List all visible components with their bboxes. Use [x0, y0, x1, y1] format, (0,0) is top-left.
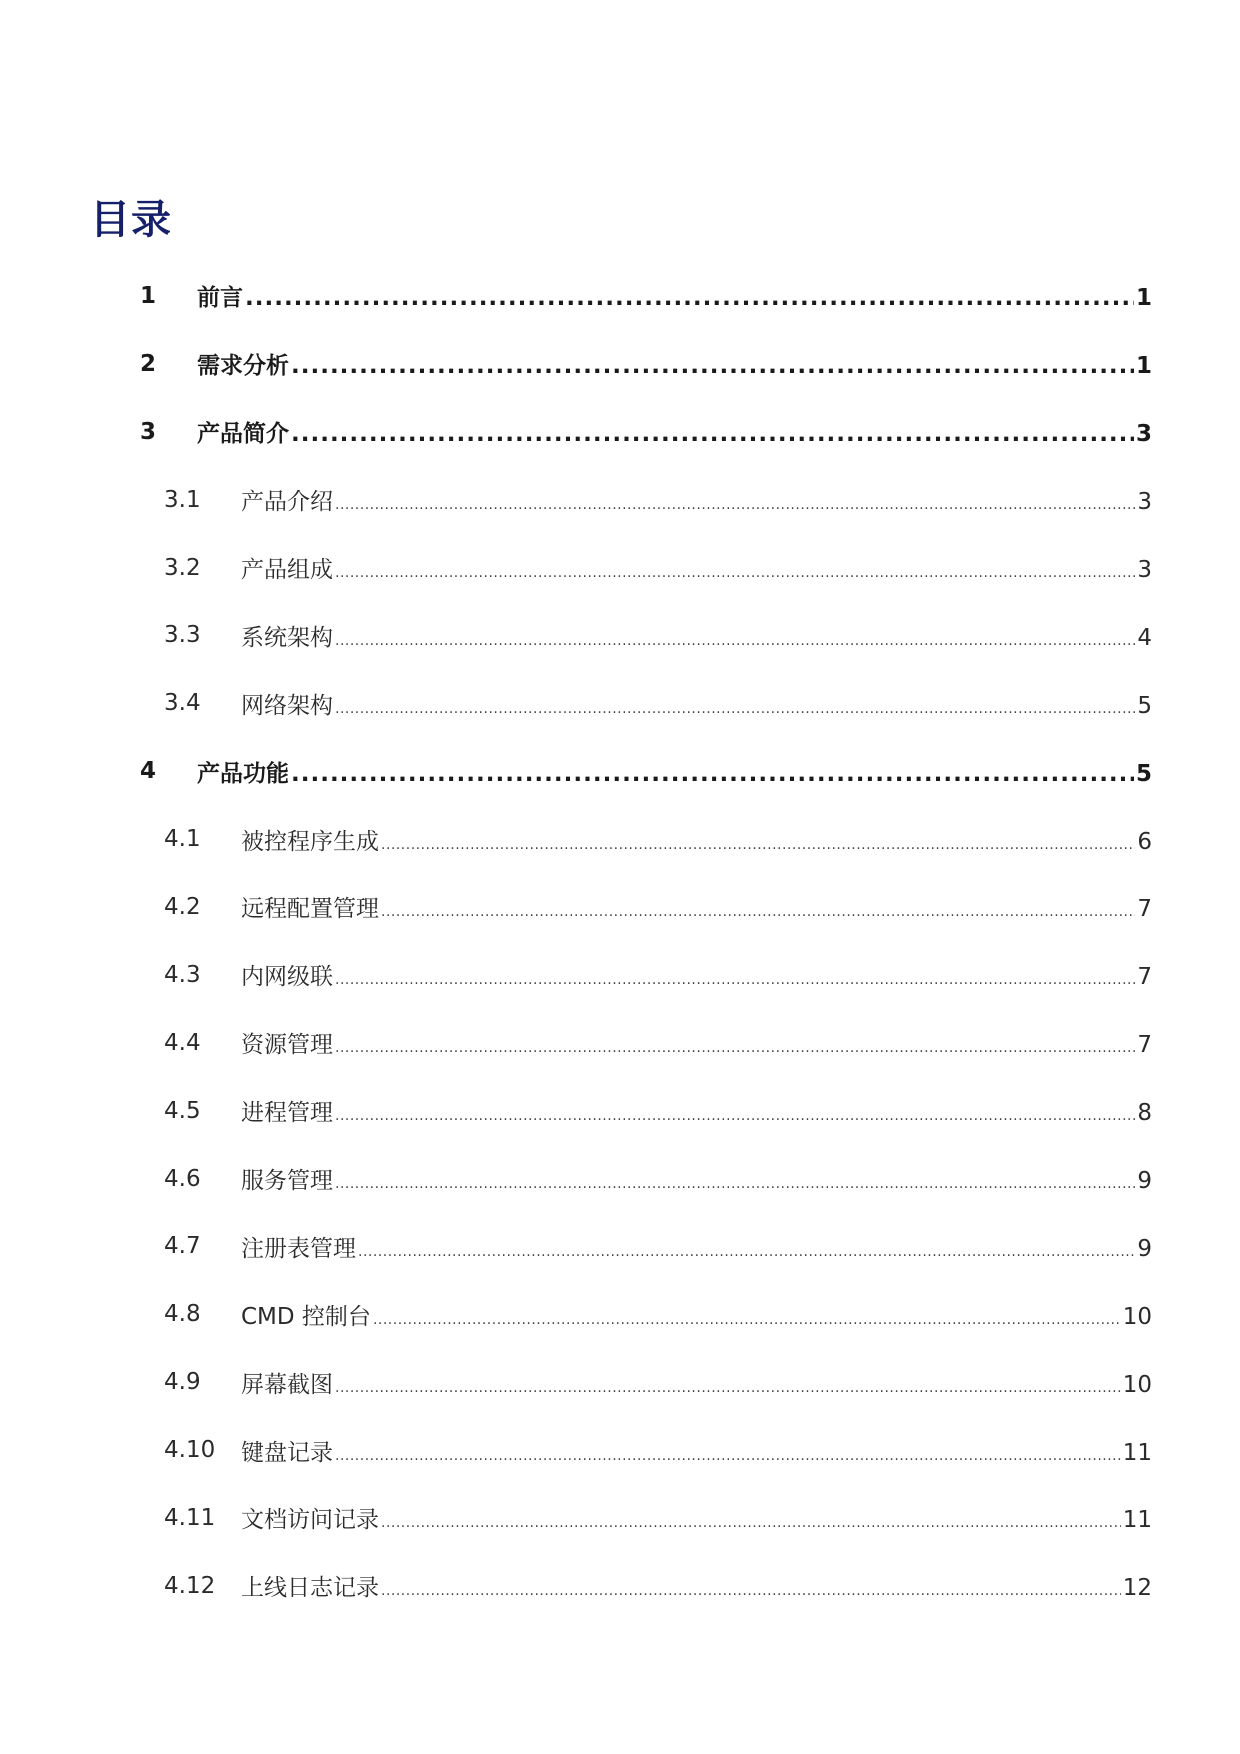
dot-leader — [291, 761, 1134, 787]
toc-entry-label: 被控程序生成 — [241, 828, 379, 855]
dot-leader — [381, 1515, 1121, 1531]
toc-entry-4-8[interactable] — [0, 1280, 1240, 1348]
toc-entry-4-7[interactable] — [0, 1212, 1240, 1280]
toc-entry-page: 10 — [1122, 1303, 1152, 1330]
toc-entry-label: 网络架构 — [241, 692, 333, 719]
toc-entry-label: 前言 — [197, 285, 243, 312]
toc-entry-number: 4.11 — [164, 1504, 216, 1531]
toc-entry-label: 注册表管理 — [241, 1235, 356, 1262]
toc-entry-page: 11 — [1122, 1439, 1152, 1466]
toc-entry-4-9[interactable] — [0, 1348, 1240, 1416]
toc-entry-1[interactable] — [0, 262, 1240, 330]
toc-entry-number: 4.2 — [164, 893, 201, 920]
toc-entry-page: 3 — [1137, 489, 1152, 516]
toc-entry-label: 产品功能 — [197, 760, 289, 787]
toc-entry-number: 3.4 — [164, 690, 201, 717]
dot-leader — [373, 1312, 1121, 1328]
toc-entry-4-4[interactable] — [0, 1009, 1240, 1077]
toc-entry-number: 4 — [140, 758, 157, 785]
dot-leader — [335, 1108, 1135, 1124]
toc-entry-label: 屏幕截图 — [241, 1371, 333, 1398]
toc-entry-label: 服务管理 — [241, 1168, 333, 1195]
toc-entry-page: 7 — [1137, 964, 1152, 991]
toc-entry-page: 4 — [1137, 624, 1152, 651]
toc-entry-label: 产品简介 — [197, 421, 289, 448]
toc-entry-label: 内网级联 — [241, 964, 333, 991]
toc-entry-3-4[interactable] — [0, 669, 1240, 737]
toc-entry-label: 上线日志记录 — [241, 1575, 379, 1602]
toc-entry-4-1[interactable] — [0, 805, 1240, 873]
toc-entry-page: 6 — [1137, 828, 1152, 855]
dot-leader — [291, 353, 1134, 379]
dot-leader — [335, 633, 1135, 649]
toc-entry-label: 产品介绍 — [241, 489, 333, 516]
toc-entry-page: 9 — [1137, 1168, 1152, 1195]
toc-entry-label: CMD 控制台 — [241, 1303, 371, 1330]
dot-leader — [381, 1583, 1121, 1599]
dot-leader — [381, 837, 1135, 853]
toc-entry-3-2[interactable] — [0, 534, 1240, 602]
dot-leader — [335, 1448, 1121, 1464]
toc-entry-page: 5 — [1137, 692, 1152, 719]
toc-entry-label: 产品组成 — [241, 557, 333, 583]
toc-entry-label: 文档访问记录 — [241, 1507, 379, 1534]
dot-leader — [335, 972, 1135, 988]
toc-entry-4-3[interactable] — [0, 941, 1240, 1009]
dot-leader — [335, 497, 1135, 513]
toc-entry-4-5[interactable] — [0, 1077, 1240, 1145]
toc-entry-number: 4.3 — [164, 961, 201, 988]
toc-entry-2[interactable] — [0, 330, 1240, 398]
toc-entry-number: 4.10 — [164, 1437, 216, 1464]
toc-entry-4-6[interactable] — [0, 1145, 1240, 1213]
toc-entry-number: 4.12 — [164, 1572, 216, 1599]
toc-entry-page: 8 — [1137, 1100, 1152, 1127]
toc-entry-page: 1 — [1135, 353, 1152, 380]
toc-entry-3-1[interactable] — [0, 466, 1240, 534]
toc-entry-page: 11 — [1122, 1507, 1152, 1534]
toc-entry-page: 9 — [1137, 1235, 1152, 1262]
dot-leader — [291, 421, 1134, 447]
toc-entry-page: 3 — [1137, 557, 1152, 583]
dot-leader — [335, 1380, 1121, 1396]
toc-entry-label: 系统架构 — [241, 624, 333, 651]
table-of-contents — [0, 262, 1240, 1620]
toc-entry-page: 12 — [1122, 1575, 1152, 1602]
toc-entry-label: 进程管理 — [241, 1100, 333, 1127]
toc-entry-4-12[interactable] — [0, 1552, 1240, 1620]
toc-entry-number: 4.5 — [164, 1097, 201, 1124]
toc-entry-3[interactable] — [0, 398, 1240, 466]
toc-entry-number: 4.4 — [164, 1029, 201, 1056]
toc-entry-4-10[interactable] — [0, 1416, 1240, 1484]
toc-entry-number: 3.2 — [164, 554, 201, 581]
toc-entry-3-3[interactable] — [0, 601, 1240, 669]
toc-entry-number: 4.6 — [164, 1165, 201, 1192]
toc-entry-label: 远程配置管理 — [241, 896, 379, 923]
dot-leader — [245, 285, 1134, 311]
toc-entry-label: 资源管理 — [241, 1032, 333, 1059]
toc-entry-4-11[interactable] — [0, 1484, 1240, 1552]
dot-leader — [335, 1040, 1135, 1056]
toc-entry-page: 1 — [1135, 285, 1152, 312]
toc-entry-page: 5 — [1135, 760, 1152, 787]
toc-entry-page: 10 — [1122, 1371, 1152, 1398]
toc-entry-label: 键盘记录 — [241, 1439, 333, 1466]
toc-entry-page: 7 — [1137, 896, 1152, 923]
toc-entry-number: 3.3 — [164, 622, 201, 649]
toc-entry-number: 3.1 — [164, 486, 201, 513]
toc-entry-page: 7 — [1137, 1032, 1152, 1059]
dot-leader — [335, 1176, 1135, 1192]
toc-entry-4[interactable] — [0, 737, 1240, 805]
toc-entry-number: 2 — [140, 350, 157, 377]
dot-leader — [381, 904, 1135, 920]
dot-leader — [335, 565, 1135, 581]
toc-title: 目录 — [90, 197, 172, 243]
toc-entry-number: 3 — [140, 418, 157, 445]
toc-entry-number: 4.7 — [164, 1233, 201, 1260]
toc-entry-number: 4.1 — [164, 826, 201, 853]
toc-entry-number: 4.9 — [164, 1369, 201, 1396]
toc-entry-number: 4.8 — [164, 1301, 201, 1328]
toc-entry-4-2[interactable] — [0, 873, 1240, 941]
toc-entry-label: 需求分析 — [197, 353, 289, 380]
dot-leader — [358, 1244, 1135, 1260]
toc-entry-number: 1 — [140, 282, 157, 309]
dot-leader — [335, 701, 1135, 717]
toc-entry-page: 3 — [1135, 421, 1152, 448]
